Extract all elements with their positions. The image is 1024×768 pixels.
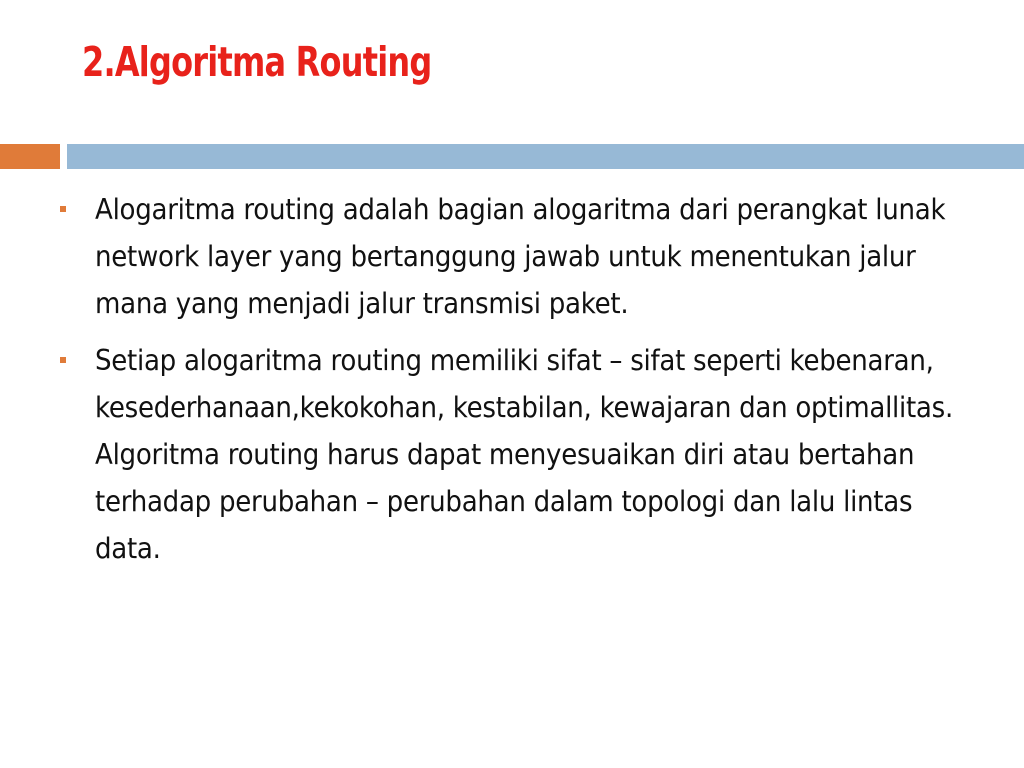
slide-title: 2.Algoritma Routing [82,38,432,86]
bullet-text: Setiap alogaritma routing memiliki sifat – sifat seperti kebenaran, kesederhanaan,kekokohan, kestabilan, kewajaran dan optimallitas. Algoritma routing harus dapat menyesuaikan diri atau bertahan terhadap perubahan – perubahan dalam topologi dan lalu lintas data. [95,344,953,565]
accent-bar-blue [67,144,1024,169]
square-bullet-icon [60,206,66,212]
accent-bar-orange [0,144,60,169]
bullet-text: Alogaritma routing adalah bagian alogaritma dari perangkat lunak network layer yang bertanggung jawab untuk menentukan jalur mana yang menjadi jalur transmisi paket. [95,193,946,320]
bullet-item [60,186,970,327]
square-bullet-icon [60,357,66,363]
bullet-list [60,186,970,582]
bullet-item [60,337,970,572]
